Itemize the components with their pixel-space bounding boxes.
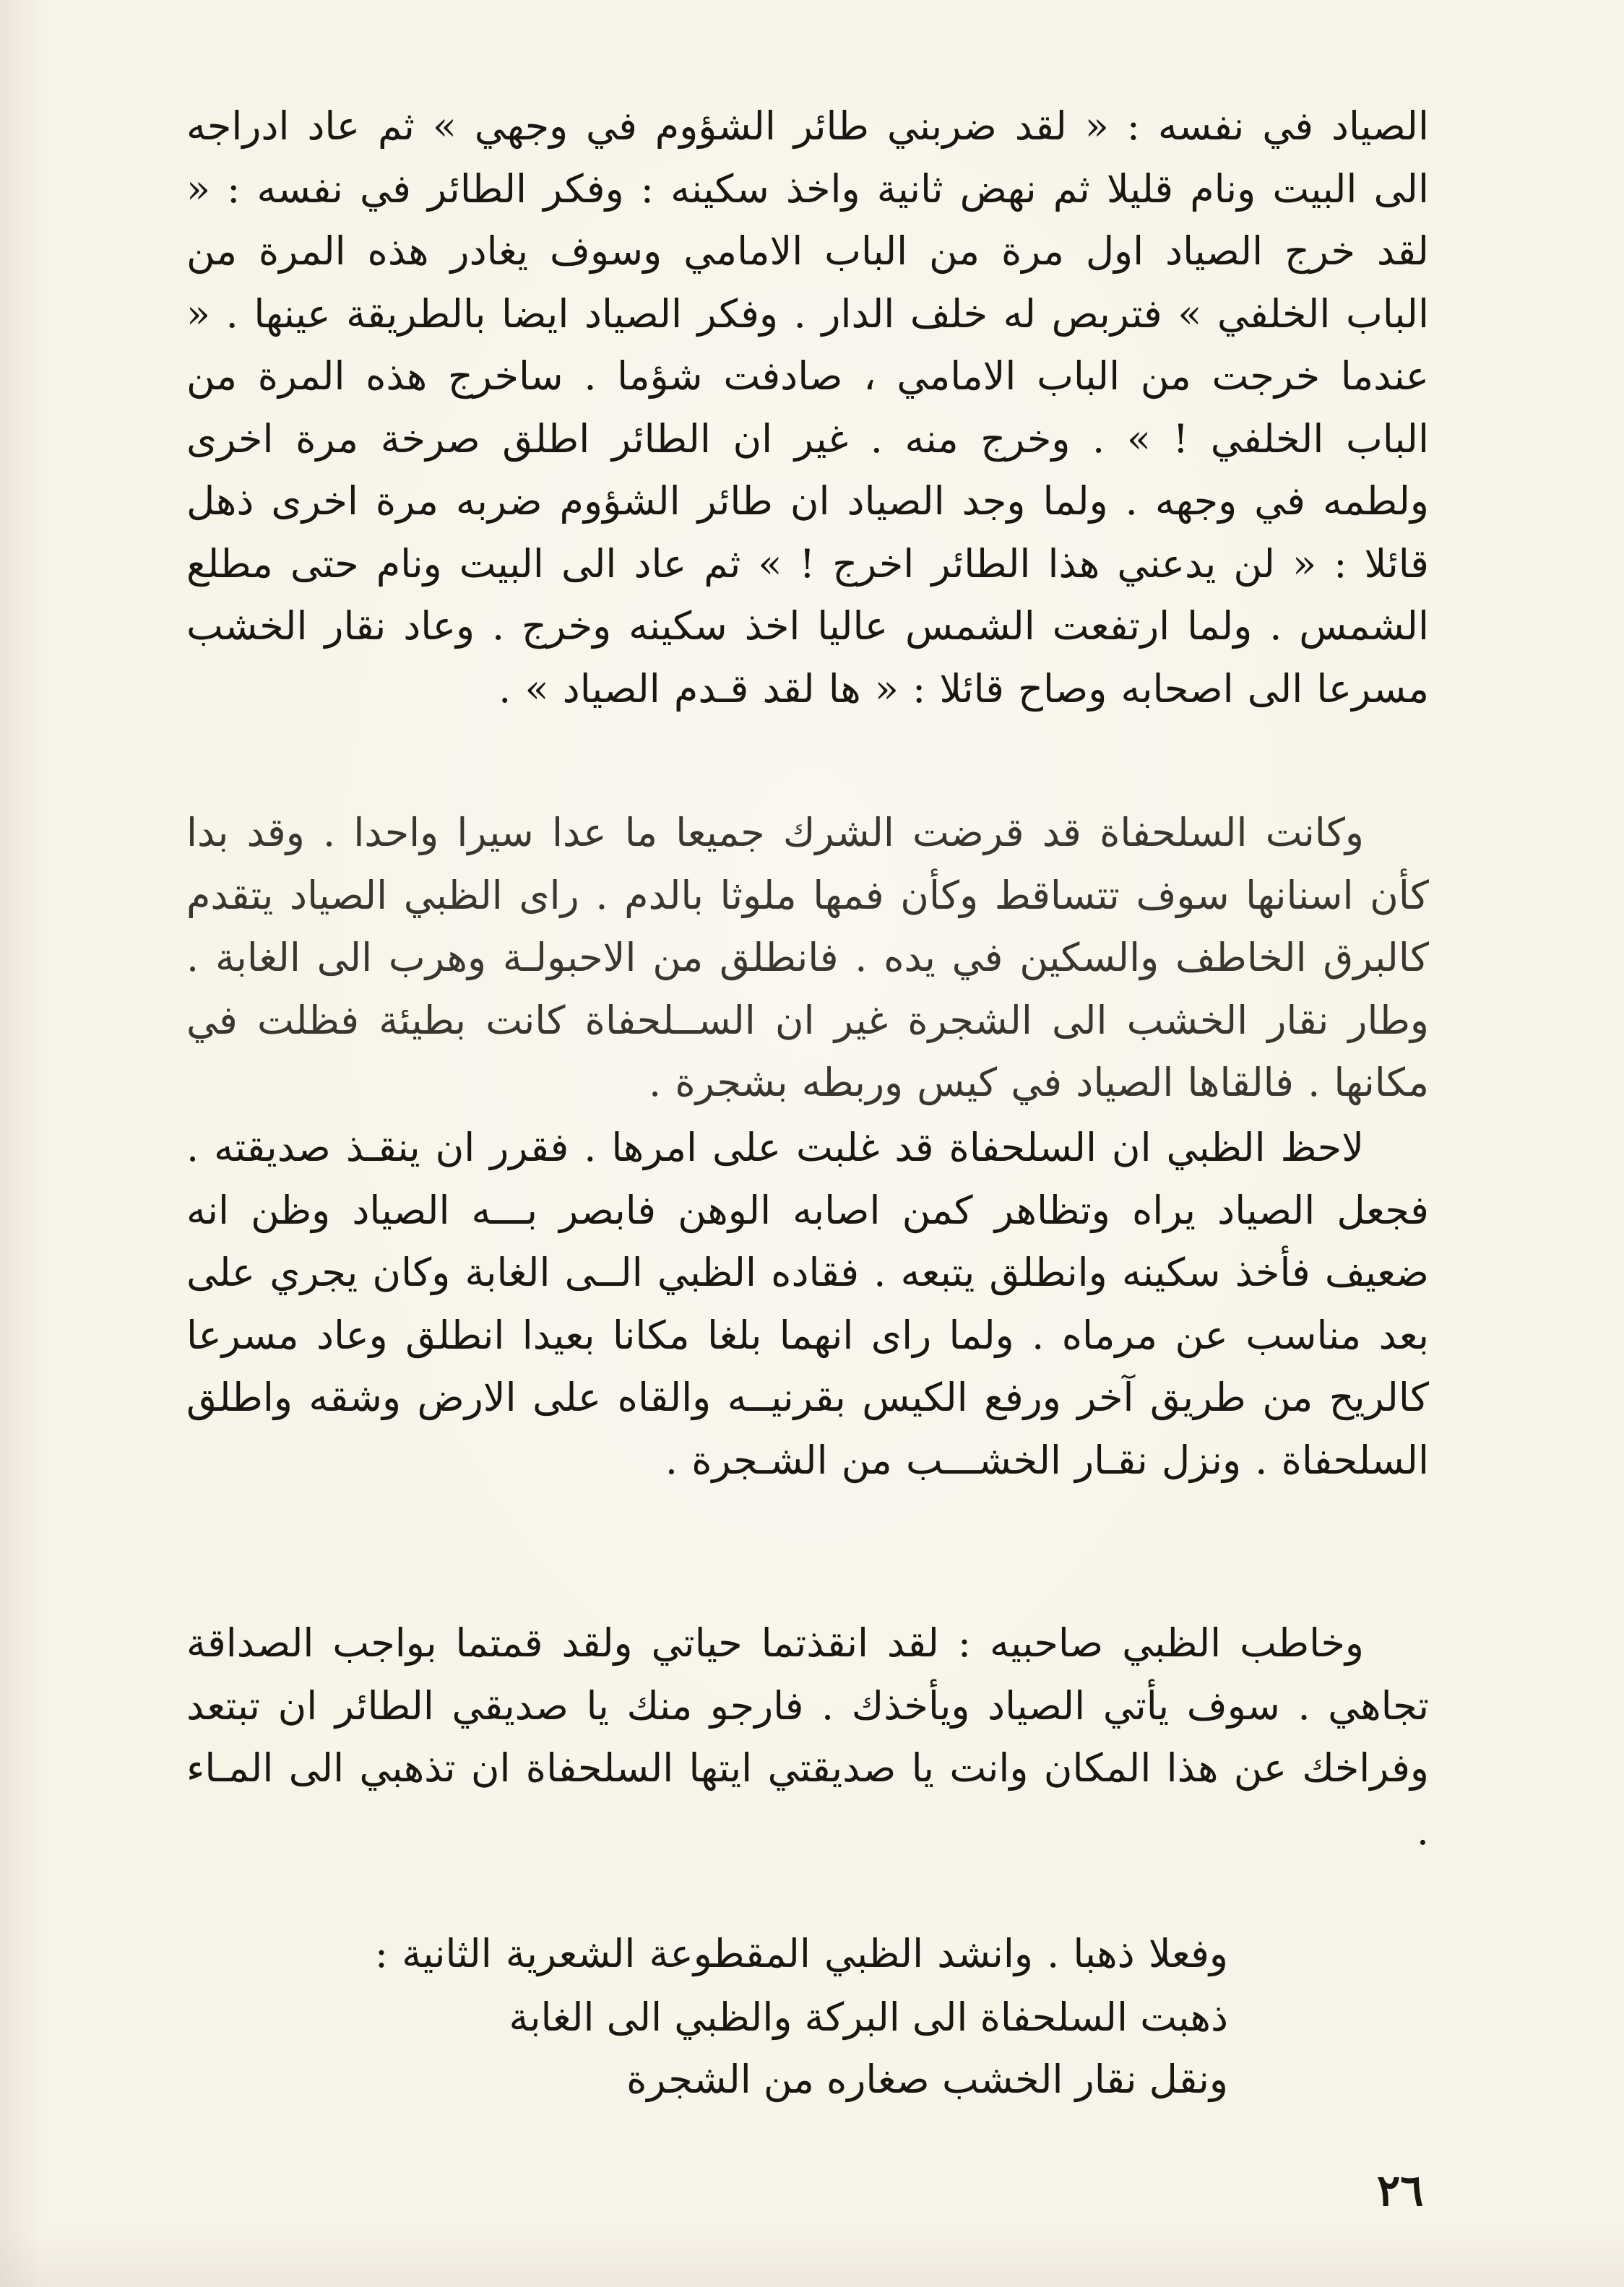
paragraph-poem-intro: وفعلا ذهبا . وانشد الظبي المقطوعة الشعرية الثانية : <box>374 1931 1228 1976</box>
verse-line: ذهبت السلحفاة الى البركة والظبي الى الغابة <box>509 1994 1228 2040</box>
page-bottom-shadow <box>0 2229 1624 2287</box>
poem-verse <box>433 1986 1228 2111</box>
paragraph-gazelle-addresses-friends: وخاطب الظبي صاحبيه : لقد انقذتما حياتي ولقد قمتما بواجب الصداقة تجاهي . سوف يأتي الصياد ويأخذك . فارجو منك يا صديقي الطائر ان تبتعد وفراخك عن هذا المكان وانت يا صديقتي ايتها السلحفاة ان تذهبي الى المـاء . <box>186 1620 1429 1854</box>
paragraph-tortoise-gnaws-trap: وكانت السلحفاة قد قرضت الشرك جميعا ما عدا سيرا واحدا . وقد بدا كأن اسنانها سوف تتساقط وكأن فمها ملوثا بالدم . راى الظبي الصياد يتقدم كالبرق الخاطف والسكين في يده . فانطلق من الاحبولـة وهرب الى الغابة . وطار نقار الخشب الى الشجرة غير ان الســلحفاة كانت بطيئة فظلت في مكانها . فالقاها الصياد في كيس وربطه بشجرة . <box>186 810 1429 1105</box>
page-number: ٢٦ <box>1377 2166 1424 2216</box>
page-edge-shadow <box>0 0 43 2287</box>
verse-line: ونقل نقار الخشب صغاره من الشجرة <box>626 2057 1228 2102</box>
paragraph-gazelle-rescues-tortoise: لاحظ الظبي ان السلحفاة قد غلبت على امرها . فقرر ان ينقـذ صديقته . فجعل الصياد يراه وتظاهر كمن اصابه الوهن فابصر بـــه الصياد وظن انه ضعيف فأخذ سكينه وانطلق يتبعه . فقاده الظبي الــى الغابة وكان يجري على بعد مناسب عن مرماه . ولما راى انهما بلغا مكانا بعيدا انطلق وعاد مسرعا كالريح من طريق آخر ورفع الكيس بقرنيــه والقاه على الارض وشقه واطلق السلحفاة . ونزل نقـار الخشـــب من الشـجرة . <box>186 1125 1430 1483</box>
paragraph-hunter-and-bird: الصياد في نفسه : « لقد ضربني طائر الشؤوم في وجهي » ثم عاد ادراجه الى البيت ونام قليلا ثم نهض ثانية واخذ سكينه : وفكر الطائر في نفسه : « لقد خرج الصياد اول مرة من الباب الامامي وسوف يغادر هذه المرة من الباب الخلفي » فتربص له خلف الدار . وفكر الصياد ايضا بالطريقة عينها . « عندما خرجت من الباب الامامي ، صادفت شؤما . ساخرج هذه المرة من الباب الخلفي ! » . وخرج منه . غير ان الطائر اطلق صرخة مرة اخرى ولطمه في وجهه . ولما وجد الصياد ان طائر الشؤوم ضربه مرة اخرى ذهل قائلا : « لن يدعني هذا الطائر اخرج ! » ثم عاد الى البيت ونام حتى مطلع الشمس . ولما ارتفعت الشمس عاليا اخذ سكينه وخرج . وعاد نقار الخشب مسرعا الى اصحابه وصاح قائلا : « ها لقد قـدم الصياد » . <box>186 103 1429 712</box>
